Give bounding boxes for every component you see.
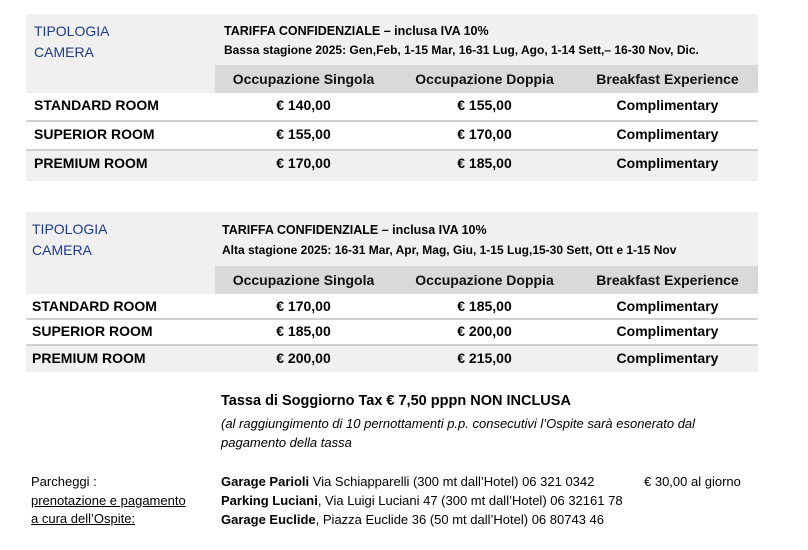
price-singola: € 155,00 (276, 126, 331, 142)
breakfast-value: Complimentary (616, 350, 719, 366)
price-doppia: € 185,00 (457, 155, 512, 171)
price-singola: € 170,00 (276, 155, 331, 171)
parking-label: Parcheggi : (31, 474, 97, 489)
season-dates: Alta stagione 2025: 16-31 Mar, Apr, Mag, Giu, 1-15 Lug,15-30 Sett, Ott e 1-15 Nov (222, 243, 677, 257)
room-name: PREMIUM ROOM (32, 350, 146, 366)
garage-details: , Piazza Euclide 36 (50 mt dall’Hotel) 06 80743 46 (315, 512, 604, 527)
tariffa-title: TARIFFA CONFIDENZIALE – inclusa IVA 10% (224, 24, 489, 38)
room-name: PREMIUM ROOM (34, 155, 148, 171)
breakfast-value: Complimentary (616, 126, 719, 142)
garage-item (221, 491, 623, 511)
price-doppia: € 170,00 (457, 126, 512, 142)
header-doppia: Occupazione Doppia (415, 272, 554, 288)
price-doppia: € 215,00 (457, 350, 512, 366)
garage-name: Garage Euclide (221, 512, 316, 527)
breakfast-value: Complimentary (616, 298, 719, 314)
table-row (26, 320, 758, 346)
room-name: STANDARD ROOM (34, 97, 159, 113)
header-singola: Occupazione Singola (232, 71, 375, 87)
tipologia-line1: TIPOLOGIA (32, 221, 108, 237)
room-name: SUPERIOR ROOM (32, 323, 153, 339)
price-doppia: € 155,00 (457, 97, 512, 113)
price-singola: € 200,00 (276, 350, 331, 366)
column-header-bar (215, 65, 758, 93)
rate-table-high-season (26, 212, 758, 372)
header-breakfast: Breakfast Experience (596, 71, 739, 87)
header-doppia: Occupazione Doppia (415, 71, 554, 87)
garage-name: Parking Luciani (221, 493, 318, 508)
tipologia-line2: CAMERA (34, 44, 94, 60)
breakfast-value: Complimentary (616, 323, 719, 339)
tax-note-line1: (al raggiungimento di 10 pernottamenti p.p. consecutivi l’Ospite sarà esonerato dal (221, 416, 696, 431)
room-name: SUPERIOR ROOM (34, 126, 155, 142)
tipologia-line1: TIPOLOGIA (34, 23, 110, 39)
garage-details: Via Schiapparelli (300 mt dall’Hotel) 06 321 0342 (309, 474, 595, 489)
tourist-tax-note (221, 414, 761, 452)
tariffa-title: TARIFFA CONFIDENZIALE – inclusa IVA 10% (222, 223, 487, 237)
price-doppia: € 200,00 (457, 323, 512, 339)
header-breakfast: Breakfast Experience (596, 272, 739, 288)
price-singola: € 170,00 (276, 298, 331, 314)
garage-price: € 30,00 al giorno (644, 474, 741, 489)
room-name: STANDARD ROOM (32, 298, 157, 314)
table-row (26, 151, 758, 176)
tipologia-line2: CAMERA (32, 242, 92, 258)
tipologia-label (34, 21, 109, 63)
breakfast-value: Complimentary (616, 155, 719, 171)
price-doppia: € 185,00 (457, 298, 512, 314)
price-singola: € 140,00 (276, 97, 331, 113)
table-row (26, 122, 758, 151)
tipologia-label (32, 219, 107, 261)
breakfast-value: Complimentary (616, 97, 719, 113)
garage-item (221, 510, 604, 530)
garage-name: Garage Parioli (221, 474, 310, 489)
rate-table-low-season (26, 14, 758, 181)
price-singola: € 185,00 (276, 323, 331, 339)
season-dates: Bassa stagione 2025: Gen,Feb, 1-15 Mar, 16-31 Lug, Ago, 1-14 Sett,– 16-30 Nov, Dic. (224, 43, 699, 57)
parking-label-line3: a cura dell’Ospite: (31, 511, 136, 526)
garage-item (221, 472, 594, 492)
tourist-tax-title: Tassa di Soggiorno Tax € 7,50 pppn NON INCLUSA (221, 393, 571, 409)
table-row (26, 294, 758, 320)
parking-label-line2: prenotazione e pagamento (31, 493, 186, 508)
table-row (26, 93, 758, 122)
tax-note-line2: pagamento della tassa (221, 435, 352, 450)
column-header-bar (215, 266, 758, 294)
garage-details: , Via Luigi Luciani 47 (300 mt dall’Hotel) 06 32161 78 (317, 493, 623, 508)
header-singola: Occupazione Singola (232, 272, 375, 288)
table-row (26, 346, 758, 372)
